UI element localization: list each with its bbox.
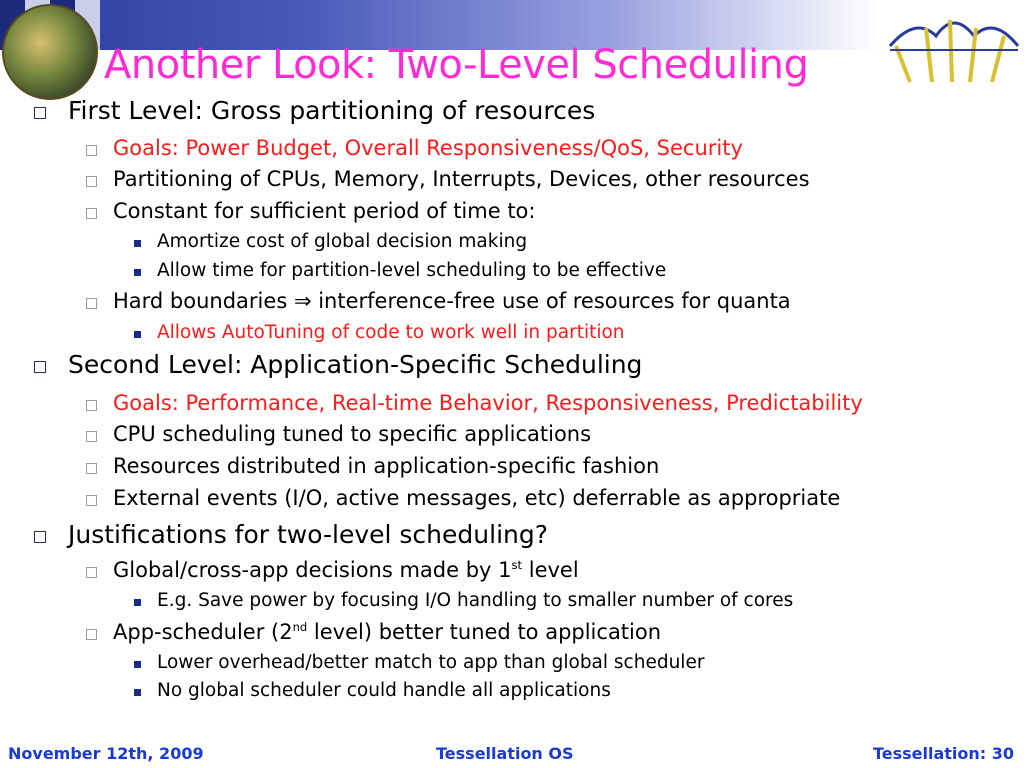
bullet-marker-icon <box>34 107 46 119</box>
bullet-marker-icon <box>86 400 97 411</box>
bullet-marker-icon <box>134 689 141 696</box>
bullet-level-2: Resources distributed in application-specific fashion <box>113 454 660 478</box>
mosaic-logo-icon <box>2 4 98 100</box>
slide-title: Another Look: Two-Level Scheduling <box>104 42 809 88</box>
footer-page-number: Tessellation: 30 <box>872 744 1014 763</box>
bullet-marker-icon <box>86 431 97 442</box>
bullet-level-3: Allows AutoTuning of code to work well in partition <box>157 322 625 343</box>
bullet-marker-icon <box>86 495 97 506</box>
bullet-marker-icon <box>86 298 97 309</box>
bridge-logo-icon <box>886 6 1022 84</box>
bullet-marker-icon <box>86 567 97 578</box>
footer-title: Tessellation OS <box>436 744 574 763</box>
bullet-level-2 <box>113 558 579 582</box>
bullet-text-part: level) better tuned to application <box>307 620 662 644</box>
bullet-level-2: Constant for sufficient period of time to: <box>113 199 536 223</box>
bullet-level-2: Partitioning of CPUs, Memory, Interrupts, Devices, other resources <box>113 167 810 191</box>
bullet-text-part: App-scheduler (2 <box>113 620 293 644</box>
bullet-marker-icon <box>86 463 97 474</box>
bullet-marker-icon <box>34 361 46 373</box>
bullet-marker-icon <box>134 240 141 247</box>
implies-arrow-icon: ⇒ <box>293 289 312 313</box>
bullet-level-1: Justifications for two-level scheduling? <box>68 520 548 549</box>
bullet-text-part: interference-free use of resources for quanta <box>311 289 791 313</box>
bullet-level-1: Second Level: Application-Specific Scheduling <box>68 350 643 379</box>
ordinal-superscript: nd <box>292 620 308 634</box>
bullet-level-2: Goals: Power Budget, Overall Responsiveness/QoS, Security <box>113 136 743 160</box>
bullet-level-3: Lower overhead/better match to app than global scheduler <box>157 652 705 673</box>
bullet-marker-icon <box>134 661 141 668</box>
bullet-level-3: No global scheduler could handle all applications <box>157 680 611 701</box>
bullet-marker-icon <box>86 208 97 219</box>
bullet-level-1: First Level: Gross partitioning of resources <box>68 96 596 125</box>
bullet-level-2: Goals: Performance, Real-time Behavior, Responsiveness, Predictability <box>113 391 863 415</box>
footer-date: November 12th, 2009 <box>8 744 204 763</box>
bullet-level-2: External events (I/O, active messages, etc) deferrable as appropriate <box>113 486 841 510</box>
bullet-marker-icon <box>134 331 141 338</box>
bullet-level-3: Amortize cost of global decision making <box>157 231 528 252</box>
bullet-text-part: Global/cross-app decisions made by 1 <box>113 558 512 582</box>
bullet-marker-icon <box>134 599 141 606</box>
bullet-level-2 <box>113 289 791 313</box>
bullet-level-3: Allow time for partition-level scheduling to be effective <box>157 260 667 281</box>
bullet-text-part: level <box>522 558 579 582</box>
bullet-marker-icon <box>86 629 97 640</box>
bullet-level-2 <box>113 620 661 644</box>
ordinal-superscript: st <box>511 558 523 572</box>
bullet-marker-icon <box>34 531 46 543</box>
bullet-marker-icon <box>134 269 141 276</box>
bullet-text-part: Hard boundaries <box>113 289 294 313</box>
bullet-marker-icon <box>86 145 97 156</box>
bullet-marker-icon <box>86 176 97 187</box>
bullet-level-3: E.g. Save power by focusing I/O handling to smaller number of cores <box>157 590 794 611</box>
bullet-level-2: CPU scheduling tuned to specific applications <box>113 422 592 446</box>
